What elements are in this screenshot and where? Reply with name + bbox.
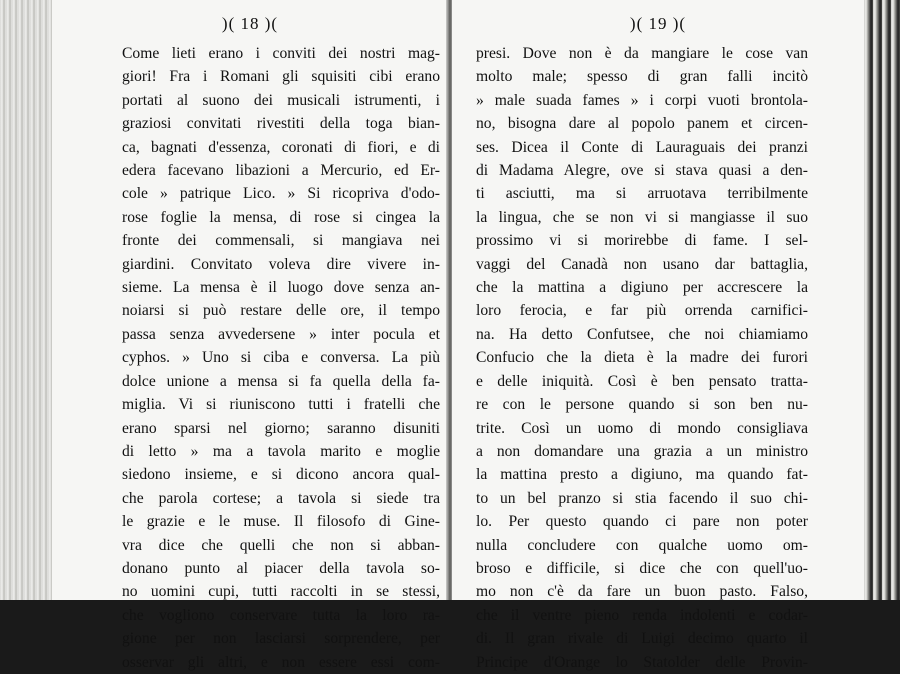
text-line: erano sparsi nel giorno; saranno disuniti bbox=[122, 419, 440, 437]
page-stack-right bbox=[864, 0, 900, 600]
text-line: e delle iniquità. Così è ben pensato tratta- bbox=[476, 372, 808, 390]
text-line: ses. Dicea il Conte di Lauraguais dei pranzi bbox=[476, 138, 808, 156]
text-line: le grazie e le muse. Il filosofo di Gine- bbox=[122, 513, 440, 531]
text-line: ti asciutti, ma si arruotava terribilmente bbox=[476, 185, 808, 203]
text-line: nulla concludere con qualche uomo om- bbox=[476, 536, 808, 554]
text-line: a non domandare una grazia a un ministro bbox=[476, 442, 808, 460]
text-line: ca, bagnati d'essenza, coronati di fiori, e di bbox=[122, 138, 440, 156]
text-line: edera facevano libazioni a Mercurio, ed Er- bbox=[122, 162, 440, 180]
text-line: lo. Per questo quando ci pare non poter bbox=[476, 513, 808, 531]
page-text bbox=[122, 42, 440, 674]
text-line: la lingua, che se non vi si mangiasse il suo bbox=[476, 208, 808, 226]
text-line: Come lieti erano i conviti dei nostri mag- bbox=[122, 45, 440, 62]
text-line: donano punto al piacer della tavola so- bbox=[122, 559, 440, 577]
text-line: re con le persone quando si son ben nu- bbox=[476, 396, 808, 414]
text-line: giori! Fra i Romani gli squisiti cibi erano bbox=[122, 68, 440, 86]
text-line: passa senza avvedersene » inter pocula et bbox=[122, 325, 440, 343]
text-line: portati al suono dei musicali istrumenti, i bbox=[122, 91, 440, 109]
text-line: cyphos. » Uno si ciba e conversa. La più bbox=[122, 349, 440, 367]
text-line: che la mattina a digiuno per accrescere la bbox=[476, 279, 808, 297]
text-line: na. Ha detto Confutsee, che noi chiamiamo bbox=[476, 325, 808, 343]
text-line: che vogliono conservare tutta la loro ra- bbox=[122, 606, 440, 624]
text-line: mo non c'è da fare un buon pasto. Falso, bbox=[476, 583, 808, 601]
text-line: che il ventre pieno renda indolenti e codar- bbox=[476, 606, 808, 624]
text-line: broso e difficile, si dice che con quell'uo- bbox=[476, 559, 808, 577]
text-line: molto male; spesso di gran falli incitò bbox=[476, 68, 808, 86]
text-line: to un bel pranzo si stia facendo il suo chi- bbox=[476, 489, 808, 507]
text-line: graziosi convitati rivestiti della toga bian- bbox=[122, 115, 440, 133]
text-line: di Madama Alegre, ove si stava quasi a den- bbox=[476, 162, 808, 180]
text-line: di letto » ma a tavola marito e moglie bbox=[122, 442, 440, 460]
text-line: » male suada fames » i corpi vuoti brontola- bbox=[476, 91, 808, 109]
text-line: no uomini cupi, tutti raccolti in se stessi, bbox=[122, 583, 440, 601]
right-page bbox=[452, 0, 864, 671]
text-line: rose foglie la mensa, di rose si cingea la bbox=[122, 208, 440, 226]
text-line: vaggi del Canadà non usano dar battaglia, bbox=[476, 255, 808, 273]
text-line: gione per non lasciarsi sorprendere, per bbox=[122, 630, 440, 648]
text-line: vra dice che quelli che non si abban- bbox=[122, 536, 440, 554]
text-line: prossimo vi si morirebbe di fame. I sel- bbox=[476, 232, 808, 250]
text-line: di. Il gran rivale di Luigi decimo quarto il bbox=[476, 630, 808, 648]
page-stack-left bbox=[0, 0, 52, 600]
page-number: )( 18 )( bbox=[221, 14, 279, 33]
text-line: che parola cortese; a tavola si siede tra bbox=[122, 489, 440, 507]
text-line: sieme. La mensa è il luogo dove senza an- bbox=[122, 279, 440, 297]
text-line: presi. Dove non è da mangiare le cose van bbox=[476, 45, 808, 62]
page-number: )( 19 )( bbox=[629, 14, 687, 33]
text-line: loro ferocia, e far più orrenda carnifici- bbox=[476, 302, 808, 320]
text-line: miglia. Vi si riuniscono tutti i fratelli che bbox=[122, 396, 440, 414]
text-line: dolce unione a mensa si fa quella della fa- bbox=[122, 372, 440, 390]
text-line: la mattina presto a digiuno, ma quando fat- bbox=[476, 466, 808, 484]
text-line: fronte dei commensali, si mangiava nei bbox=[122, 232, 440, 250]
page-text bbox=[476, 42, 808, 674]
text-line: trite. Così un uomo di mondo consigliava bbox=[476, 419, 808, 437]
text-line: osservar gli altri, e non essere essi com- bbox=[122, 653, 440, 671]
text-line: giardini. Convitato voleva dire vivere in- bbox=[122, 255, 440, 273]
text-line: siedono insieme, e si dicono ancora qual- bbox=[122, 466, 440, 484]
text-line: noiarsi si può restare delle ore, il tempo bbox=[122, 302, 440, 320]
text-line: Principe d'Orange lo Statolder delle Provin- bbox=[476, 653, 808, 671]
text-line: cole » patrique Lico. » Si ricopriva d'odo- bbox=[122, 185, 440, 203]
text-line: Confucio che la dieta è la madre dei furori bbox=[476, 349, 808, 367]
left-page bbox=[52, 0, 448, 671]
text-line: no, bisogna dare al popolo panem et circen- bbox=[476, 115, 808, 133]
